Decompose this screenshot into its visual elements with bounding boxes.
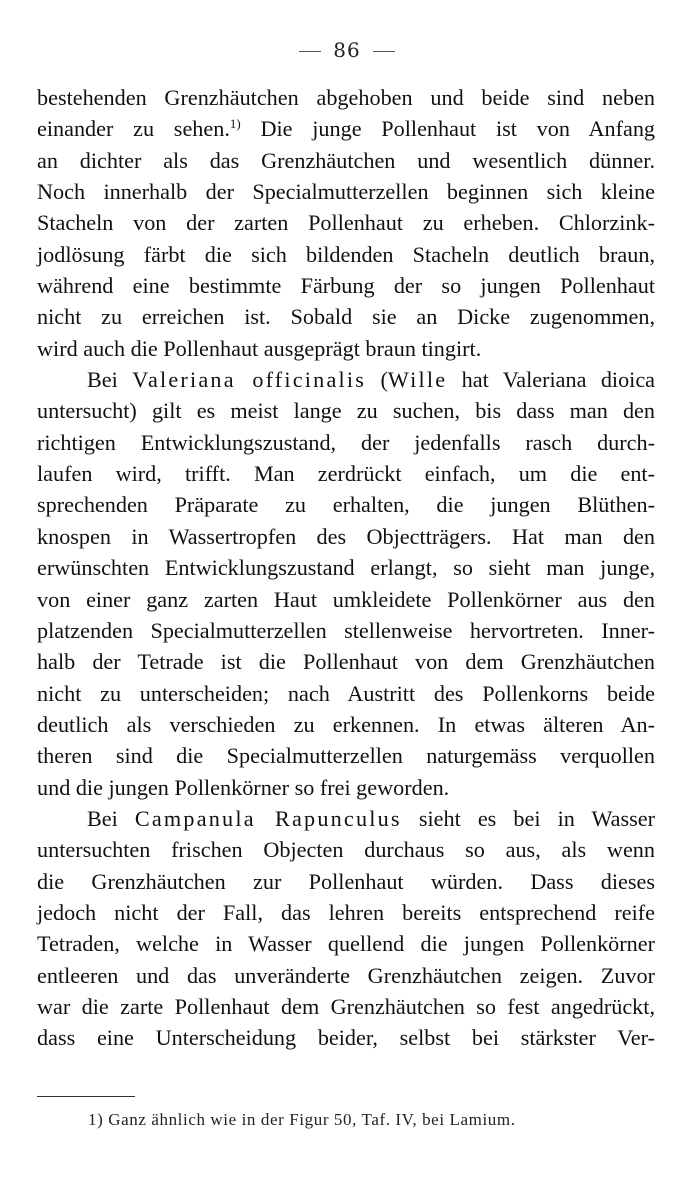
text-line-21: deutlich als verschieden zu erkennen. In etwas älteren An- xyxy=(37,711,655,737)
author-name-wille: Wille xyxy=(387,367,448,393)
text-line-2-rest: Die junge Pollenhaut ist von Anfang xyxy=(260,116,656,142)
text-line-27: jedoch nicht der Fall, das lehren bereits entsprechend reife xyxy=(37,899,655,925)
text-line-10 xyxy=(37,364,655,395)
text-line-15: knospen in Wassertropfen des Objectträgers. Hat man den xyxy=(37,523,655,549)
text-line-30: war die zarte Pollenhaut dem Grenzhäutchen so fest angedrückt, xyxy=(37,993,655,1019)
text-line-24-rest: sieht es bei in Wasser xyxy=(418,805,656,831)
text-line-6: jodlösung färbt die sich bildenden Stacheln deutlich braun, xyxy=(37,241,655,267)
text-line-31: dass eine Unterscheidung beider, selbst bei stärkster Ver- xyxy=(37,1025,655,1051)
text-line-22: theren sind die Specialmutterzellen naturgemäss verquollen xyxy=(37,743,655,769)
text-line-2-start: einander zu sehen. xyxy=(37,116,230,142)
text-line-10-rest: hat Valeriana dioica xyxy=(461,367,656,393)
body-text xyxy=(37,82,655,1054)
left-dash-divider xyxy=(299,51,321,52)
text-line-17: von einer ganz zarten Haut umkleidete Pollenkörner aus den xyxy=(37,586,655,612)
text-line-1: bestehenden Grenzhäutchen abgehoben und beide sind neben xyxy=(37,85,655,110)
text-line-8: nicht zu erreichen ist. Sobald sie an Dicke zugenommen, xyxy=(37,304,655,330)
text-line-14: sprechenden Präparate zu erhalten, die jungen Blüthen- xyxy=(37,492,655,518)
text-line-2 xyxy=(37,113,655,144)
text-line-20: nicht zu unterscheiden; nach Austritt des Pollenkorns beide xyxy=(37,680,655,706)
text-line-10-start: Bei xyxy=(87,367,118,393)
text-line-23: und die jungen Pollenkörner so frei geworden. xyxy=(37,774,450,800)
text-line-28: Tetraden, welche in Wasser quellend die jungen Pollenkörner xyxy=(37,931,655,957)
text-line-12: richtigen Entwicklungszustand, der jedenfalls rasch durch- xyxy=(37,429,655,455)
text-line-18: platzenden Specialmutterzellen stellenweise hervortreten. Inner- xyxy=(37,617,655,643)
footnote-divider xyxy=(37,1096,135,1097)
species-name-valeriana: Valeriana officinalis xyxy=(132,367,367,393)
text-line-11: untersucht) gilt es meist lange zu suchen, bis dass man den xyxy=(37,398,655,424)
text-line-19: halb der Tetrade ist die Pollenhaut von dem Grenzhäutchen xyxy=(37,649,655,675)
text-line-16: erwünschten Entwicklungszustand erlangt, so sieht man junge, xyxy=(37,555,655,581)
text-line-29: entleeren und das unveränderte Grenzhäutchen zeigen. Zuvor xyxy=(37,962,655,988)
text-line-4: Noch innerhalb der Specialmutterzellen beginnen sich kleine xyxy=(37,179,655,205)
text-line-5: Stacheln von der zarten Pollenhaut zu erheben. Chlorzink- xyxy=(37,210,655,236)
page-number-header xyxy=(0,38,694,62)
open-paren: ( xyxy=(380,367,388,393)
species-name-campanula: Campanula Rapunculus xyxy=(134,805,402,831)
right-dash-divider xyxy=(373,51,395,52)
text-line-13: laufen wird, trifft. Man zerdrückt einfach, um die ent- xyxy=(37,461,655,487)
footnote-reference: 1) xyxy=(229,116,241,132)
footnote: 1) Ganz ähnlich wie in der Figur 50, Taf. IV, bei Lamium. xyxy=(88,1110,516,1129)
text-line-3: an dichter als das Grenzhäutchen und wesentlich dünner. xyxy=(37,147,655,173)
text-line-7: während eine bestimmte Färbung der so jungen Pollenhaut xyxy=(37,273,655,299)
text-line-25: untersuchten frischen Objecten durchaus so aus, als wenn xyxy=(37,837,655,863)
page-number: 86 xyxy=(333,38,361,62)
text-line-24 xyxy=(37,803,655,834)
text-line-26: die Grenzhäutchen zur Pollenhaut würden. Dass dieses xyxy=(37,868,655,894)
text-line-24-start: Bei xyxy=(87,805,118,831)
text-line-9: wird auch die Pollenhaut ausgeprägt braun tingirt. xyxy=(37,335,482,361)
